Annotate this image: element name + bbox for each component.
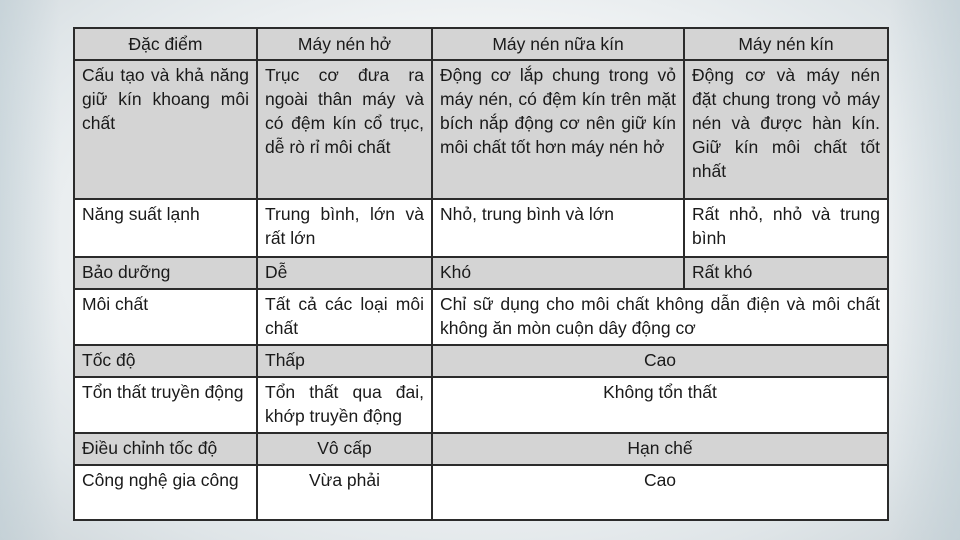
cell-semi: Nhỏ, trung bình và lớn: [432, 199, 684, 257]
header-semi-hermetic-compressor: Máy nén nữa kín: [432, 28, 684, 60]
table-row: [74, 345, 888, 377]
row-feature: Bảo dưỡng: [74, 257, 257, 289]
table-row: [74, 257, 888, 289]
row-feature: Công nghệ gia công: [74, 465, 257, 520]
table-row: [74, 60, 888, 199]
cell-open: Trung bình, lớn và rất lớn: [257, 199, 432, 257]
cell-open: Tổn thất qua đai, khớp truyền động: [257, 377, 432, 433]
cell-hermetic: Động cơ và máy nén đặt chung trong vỏ máy nén và được hàn kín. Giữ kín môi chất tốt nhất: [684, 60, 888, 199]
cell-semi: Động cơ lắp chung trong vỏ máy nén, có đệm kín trên mặt bích nắp động cơ nên giữ kín môi chất tốt hơn máy nén hở: [432, 60, 684, 199]
cell-open: Trục cơ đưa ra ngoài thân máy và có đệm kín cổ trục, dễ rò rỉ môi chất: [257, 60, 432, 199]
table-header-row: [74, 28, 888, 60]
table-row: [74, 433, 888, 465]
row-feature: Tổn thất truyền động: [74, 377, 257, 433]
row-feature: Điều chỉnh tốc độ: [74, 433, 257, 465]
background-decoration-left: [0, 0, 60, 540]
table-row: [74, 465, 888, 520]
cell-semi-and-hermetic: Không tổn thất: [432, 377, 888, 433]
compressor-comparison-table: [73, 27, 889, 521]
table-row: [74, 289, 888, 345]
cell-semi-and-hermetic: Hạn chế: [432, 433, 888, 465]
cell-hermetic: Rất khó: [684, 257, 888, 289]
row-feature: Môi chất: [74, 289, 257, 345]
cell-semi-and-hermetic: Cao: [432, 465, 888, 520]
background-decoration-right: [890, 0, 960, 540]
header-open-compressor: Máy nén hở: [257, 28, 432, 60]
row-feature: Cấu tạo và khả năng giữ kín khoang môi chất: [74, 60, 257, 199]
table-row: [74, 199, 888, 257]
cell-open: Vô cấp: [257, 433, 432, 465]
cell-hermetic: Rất nhỏ, nhỏ và trung bình: [684, 199, 888, 257]
cell-open: Vừa phải: [257, 465, 432, 520]
row-feature: Năng suất lạnh: [74, 199, 257, 257]
cell-open: Thấp: [257, 345, 432, 377]
cell-semi: Khó: [432, 257, 684, 289]
header-hermetic-compressor: Máy nén kín: [684, 28, 888, 60]
cell-semi-and-hermetic: Chỉ sữ dụng cho môi chất không dẫn điện và môi chất không ăn mòn cuộn dây động cơ: [432, 289, 888, 345]
table-row: [74, 377, 888, 433]
cell-open: Tất cả các loại môi chất: [257, 289, 432, 345]
header-feature: Đặc điểm: [74, 28, 257, 60]
cell-semi-and-hermetic: Cao: [432, 345, 888, 377]
cell-open: Dễ: [257, 257, 432, 289]
row-feature: Tốc độ: [74, 345, 257, 377]
